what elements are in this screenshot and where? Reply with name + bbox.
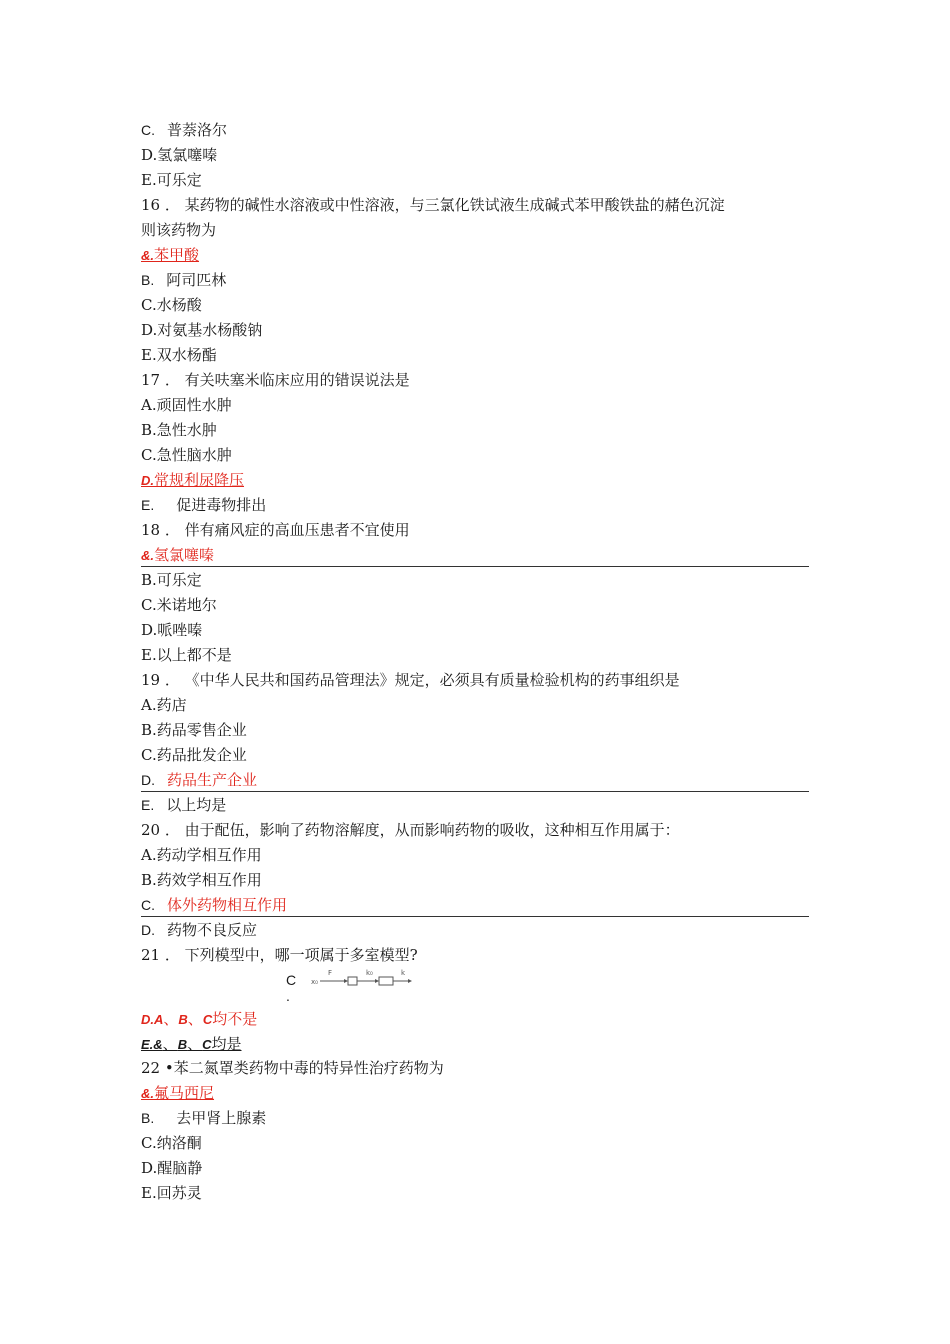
option-e-17: E. 促进毒物排出 (141, 496, 267, 514)
question-16: 16 ． 某药物的碱性水溶液或中性溶液，与三氯化铁试液生成碱式苯甲酸铁盐的赭色沉淀 (141, 196, 725, 214)
answer-underline-18 (141, 566, 809, 567)
option-e-18: E.以上都不是 (141, 646, 232, 664)
option-b-22: B. 去甲肾上腺素 (141, 1109, 267, 1127)
diagram-label-F: F (328, 969, 333, 977)
option-d-21-answer: D.A、B、C均不是 (141, 1010, 258, 1028)
question-21: 21 ． 下列模型中，哪一项属于多室模型? (141, 946, 418, 964)
option-c-18: C.米诺地尔 (141, 596, 217, 614)
option-d-22: D.醒脑静 (141, 1159, 203, 1177)
option-d-16: D.对氨基水杨酸钠 (141, 321, 263, 339)
option-b-16: B. 阿司匹林 (141, 271, 227, 289)
diagram-label-k0: k₀ (366, 969, 373, 977)
option-e-16: E.双水杨酯 (141, 346, 217, 364)
option-c-22: C.纳洛酮 (141, 1134, 202, 1152)
question-20: 20 ． 由于配伍，影响了药物溶解度，从而影响药物的吸收，这种相互作用属于： (141, 821, 680, 839)
option-b-20: B.药效学相互作用 (141, 871, 262, 889)
option-a-18-answer: &.氢氯噻嗪 (141, 546, 215, 564)
diagram-label-x0: x₀ (311, 978, 318, 986)
option-e-15: E.可乐定 (141, 171, 202, 189)
question-16-cont: 则该药物为 (141, 221, 217, 239)
option-c-17: C.急性脑水肿 (141, 446, 232, 464)
option-c-16: C.水杨酸 (141, 296, 202, 314)
answer-underline-19 (141, 791, 809, 792)
option-a-19: A.药店 (141, 696, 187, 714)
option-e-19: E. 以上均是 (141, 796, 227, 814)
question-17: 17 ． 有关呋塞米临床应用的错误说法是 (141, 371, 410, 389)
answer-underline-20 (141, 916, 809, 917)
option-d-19-answer: D. 药品生产企业 (141, 771, 258, 789)
question-22: 22 •苯二氮罩类药物中毒的特异性治疗药物为 (141, 1059, 444, 1077)
question-19: 19 ． 《中华人民共和国药品管理法》规定，必须具有质量检验机构的药事组织是 (141, 671, 680, 689)
option-d-20: D. 药物不良反应 (141, 921, 258, 939)
diagram-label-k: k (401, 969, 406, 977)
compartment-model-icon (310, 968, 440, 992)
option-c-21-label: C . (286, 972, 297, 1004)
option-d-17-answer: D.常规利尿降压 (141, 471, 245, 489)
option-a-16-answer: &.苯甲酸 (141, 246, 200, 264)
option-a-17: A.顽固性水肿 (141, 396, 232, 414)
option-d-18: D.哌唑嗪 (141, 621, 203, 639)
option-c-20-answer: C. 体外药物相互作用 (141, 896, 288, 914)
option-a-20: A.药动学相互作用 (141, 846, 262, 864)
option-e-21: E.&、B、C均是 (141, 1035, 242, 1053)
option-d-15: D.氢氯噻嗪 (141, 146, 218, 164)
option-c-15: C. 普萘洛尔 (141, 121, 228, 139)
option-e-22: E.回苏灵 (141, 1184, 202, 1202)
option-b-18: B.可乐定 (141, 571, 202, 589)
option-a-22-answer: &.氟马西尼 (141, 1084, 215, 1102)
option-c-19: C.药品批发企业 (141, 746, 247, 764)
question-18: 18 ． 伴有痛风症的高血压患者不宜使用 (141, 521, 410, 539)
option-b-19: B.药品零售企业 (141, 721, 247, 739)
option-b-17: B.急性水肿 (141, 421, 217, 439)
